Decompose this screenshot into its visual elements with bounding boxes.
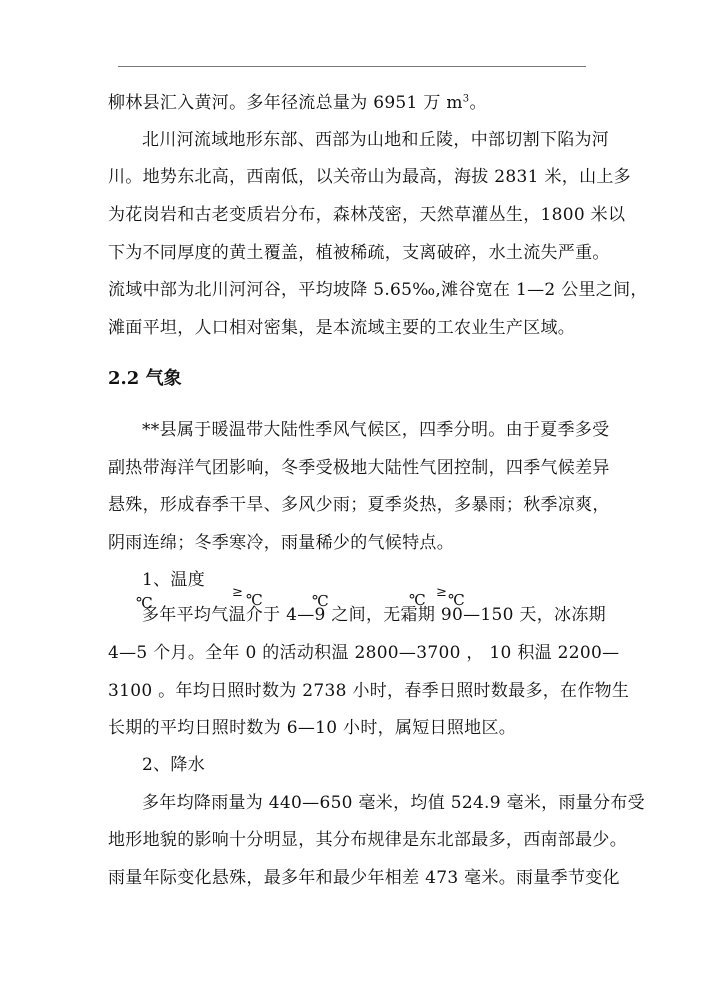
line-end: 。	[469, 93, 487, 113]
paragraph-line: 流域中部为北川河河谷，平均坡降 5.65‰,滩谷宽在 1—2 公里之间，	[108, 280, 648, 300]
paragraph-line	[108, 93, 487, 113]
paragraph-line: 为花岗岩和古老变质岩分布，森林茂密，天然草灌丛生，1800 米以	[108, 205, 626, 225]
header-rule	[118, 66, 586, 67]
paragraph-line: 4—5 个月。全年 0 的活动积温 2800—3700 ， 10 积温 2200—	[108, 643, 620, 663]
paragraph-line: 地形地貌的影响十分明显，其分布规律是东北部最多，西南部最少。	[108, 830, 627, 850]
subsection-title: 2、降水	[142, 755, 206, 775]
celsius-symbol: ℃	[448, 591, 465, 609]
paragraph-line: 川。地势东北高，西南低，以关帝山为最高，海拔 2831 米，山上多	[108, 167, 631, 187]
paragraph-line: 副热带海洋气团影响，冬季受极地大陆性气团控制，四季气候差异	[108, 458, 610, 478]
paragraph-line: **县属于暖温带大陆性季风气候区，四季分明。由于夏季多受	[142, 420, 610, 440]
celsius-symbol: ℃	[409, 591, 426, 609]
paragraph-line: 滩面平坦，人口相对密集，是本流域主要的工农业生产区域。	[108, 318, 576, 338]
geq-symbol: ≥	[436, 585, 447, 600]
paragraph-line: 下为不同厚度的黄土覆盖，植被稀疏，支离破碎，水土流失严重。	[108, 243, 610, 263]
paragraph-line: 悬殊，形成春季干旱、多风少雨；夏季炎热，多暴雨；秋季凉爽，	[108, 495, 610, 515]
paragraph-line: 雨量年际变化悬殊，最多年和最少年相差 473 毫米。雨量季节变化	[108, 868, 620, 888]
superscript: 3	[462, 93, 470, 105]
section-heading: 2.2 气象	[108, 368, 182, 389]
celsius-symbol: ℃	[246, 591, 263, 609]
line-text: 柳林县汇入黄河。多年径流总量为 6951 万 m	[108, 93, 463, 113]
celsius-symbol: ℃	[312, 592, 329, 610]
geq-symbol: ≥	[232, 585, 243, 600]
paragraph-line: 多年均降雨量为 440—650 毫米，均值 524.9 毫米，雨量分布受	[142, 793, 645, 813]
paragraph-line: 3100 。年均日照时数为 2738 小时，春季日照时数最多，在作物生	[108, 681, 630, 701]
celsius-symbol: ℃	[136, 594, 153, 612]
subsection-title: 1、温度	[142, 570, 206, 590]
paragraph-line: 北川河流域地形东部、西部为山地和丘陵，中部切割下陷为河	[142, 130, 610, 150]
paragraph-line: 阴雨连绵；冬季寒冷，雨量稀少的气候特点。	[108, 533, 454, 553]
paragraph-line: 多年平均气温介于 4—9 之间，无霜期 90—150 天，冰冻期	[142, 605, 606, 625]
paragraph-line: 长期的平均日照时数为 6—10 小时，属短日照地区。	[108, 718, 517, 738]
